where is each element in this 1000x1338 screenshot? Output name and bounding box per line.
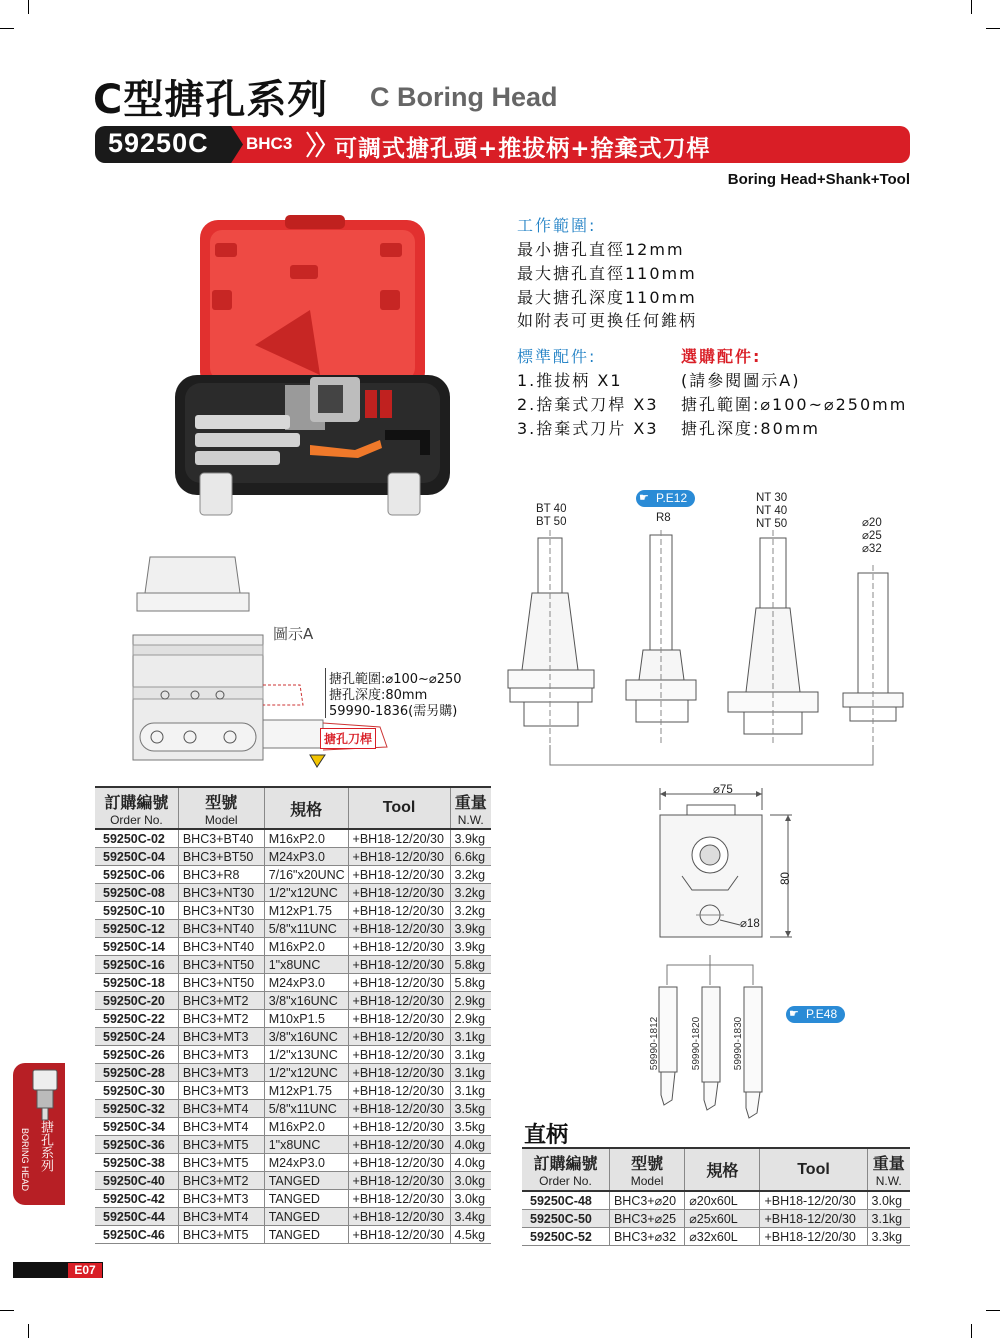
weight-cell: 3.0kg [867,1191,910,1210]
weight-cell: 3.1kg [450,1082,491,1100]
figure-a-label: 圖示A [273,625,314,643]
shank-label-line: NT 40 [756,505,788,517]
tool-cell: +BH18-12/20/30 [348,1208,450,1226]
tool-code-label: 59990-1820 [691,1016,703,1071]
weight-cell: 3.1kg [450,1046,491,1064]
tool-cell: +BH18-12/20/30 [760,1228,867,1246]
tool-cell: +BH18-12/20/30 [348,1010,450,1028]
column-header-model [178,787,264,829]
model-cell: BHC3+BT40 [178,829,264,848]
header-text: Tool [382,799,416,816]
standard-accessory-item: 1.推拔柄 X1 [517,371,623,390]
straight-shank-label [862,517,882,556]
dimension-height: 80 [779,872,792,885]
header-text: 訂購編號 [533,1154,598,1173]
header-text: N.W. [457,812,484,827]
order-no-cell: 59250C-46 [95,1226,178,1244]
optional-accessories-heading: 選購配件: [681,347,762,366]
model-cell: BHC3+⌀25 [609,1210,684,1228]
tool-cell: +BH18-12/20/30 [348,1136,450,1154]
product-model: BHC3 [246,134,293,153]
model-cell: BHC3+NT50 [178,974,264,992]
spec-cell: TANGED [264,1172,348,1190]
standard-accessory-item: 3.捨棄式刀片 X3 [517,419,659,438]
table-row [95,974,491,992]
weight-cell: 3.2kg [450,866,491,884]
dimension-hole: ⌀18 [740,918,760,930]
model-cell: BHC3+BT50 [178,848,264,866]
straight-shank-title: 直柄 [524,1123,569,1148]
page-title-zh: C型搪孔系列 [93,77,329,123]
table-row [95,1046,491,1064]
table-row [95,1118,491,1136]
column-header-spec [685,1148,760,1191]
spec-cell: M16xP2.0 [264,938,348,956]
table-row [95,1208,491,1226]
weight-cell: 3.2kg [450,884,491,902]
model-cell: BHC3+⌀20 [609,1191,684,1210]
weight-cell: 4.0kg [450,1136,491,1154]
column-header-model [609,1148,684,1191]
order-no-cell: 59250C-10 [95,902,178,920]
figure-a-note-line: 搪孔範圍:⌀100~⌀250 [329,672,462,687]
straight-order-table [522,1147,910,1246]
spec-cell: M10xP1.5 [264,1010,348,1028]
order-no-cell: 59250C-40 [95,1172,178,1190]
weight-cell: 2.9kg [450,1010,491,1028]
tool-cell: +BH18-12/20/30 [348,829,450,848]
order-no-cell: 59250C-50 [522,1210,609,1228]
model-cell: BHC3+MT5 [178,1154,264,1172]
spec-cell: ⌀32x60L [685,1228,760,1246]
optional-accessory-item: (請參閱圖示A) [681,371,801,390]
weight-cell: 3.1kg [450,1028,491,1046]
order-no-cell: 59250C-52 [522,1228,609,1246]
order-no-cell: 59250C-18 [95,974,178,992]
table-row [522,1191,910,1210]
figure-a-note [329,672,462,720]
range-line: 最大搪孔深度110mm [517,288,697,307]
header-text: 規格 [290,799,323,819]
figure-a-note-line: 搪孔深度:80mm [329,688,428,703]
model-cell: BHC3+MT3 [178,1046,264,1064]
table-row [95,1100,491,1118]
crop-mark [28,1324,29,1338]
tool-cell: +BH18-12/20/30 [348,1046,450,1064]
range-line: 最小搪孔直徑12mm [517,240,685,259]
tool-code-label: 59990-1812 [649,1016,661,1071]
spec-cell: M16xP2.0 [264,829,348,848]
order-no-cell: 59250C-14 [95,938,178,956]
tool-cell: +BH18-12/20/30 [348,1154,450,1172]
spec-cell: 1/2"x12UNC [264,1064,348,1082]
order-no-cell: 59250C-30 [95,1082,178,1100]
order-no-cell: 59250C-44 [95,1208,178,1226]
tool-cell: +BH18-12/20/30 [348,920,450,938]
tool-cell: +BH18-12/20/30 [760,1191,867,1210]
header-text: 型號 [205,792,238,812]
table-row [95,1028,491,1046]
table-row [95,1064,491,1082]
spec-cell: TANGED [264,1190,348,1208]
tool-cell: +BH18-12/20/30 [348,1028,450,1046]
standard-accessory-item: 2.捨棄式刀桿 X3 [517,395,659,414]
shank-label-line: ⌀32 [862,543,882,555]
boring-head-icon [25,1068,65,1123]
order-no-cell: 59250C-02 [95,829,178,848]
header-text: N.W. [875,1174,902,1188]
boring-head-drawing [640,780,810,950]
boring-bars-drawing [650,955,780,1125]
dimension-width: ⌀75 [713,784,733,796]
r8-shank-label: R8 [656,512,671,524]
column-header-order [522,1148,609,1191]
weight-cell: 5.8kg [450,974,491,992]
shank-label-line: BT 50 [536,516,567,528]
spec-cell: 1"x8UNC [264,1136,348,1154]
table-row [95,829,491,848]
model-cell: BHC3+MT4 [178,1100,264,1118]
model-cell: BHC3+MT2 [178,992,264,1010]
tool-cell: +BH18-12/20/30 [348,902,450,920]
spec-cell: ⌀20x60L [685,1191,760,1210]
order-table [95,786,491,1244]
order-no-cell: 59250C-28 [95,1064,178,1082]
weight-cell: 4.5kg [450,1226,491,1244]
order-no-cell: 59250C-26 [95,1046,178,1064]
model-cell: BHC3+NT40 [178,938,264,956]
product-code: 59250C [108,128,209,158]
spec-cell: 1"x8UNC [264,956,348,974]
weight-cell: 3.1kg [867,1210,910,1228]
side-tab-label-en: BORING HEAD [20,1128,30,1192]
model-cell: BHC3+MT5 [178,1136,264,1154]
column-header-weight [450,787,491,829]
header-text: Order No. [539,1174,592,1188]
spec-cell: 7/16"x20UNC [264,866,348,884]
header-text: Order No. [110,812,163,827]
tool-code-label: 59990-1830 [733,1016,745,1071]
pointing-hand-icon: ☛ [639,492,649,504]
model-cell: BHC3+NT40 [178,920,264,938]
weight-cell: 3.5kg [450,1118,491,1136]
header-text: Tool [797,1160,830,1178]
table-row [95,884,491,902]
spec-cell: TANGED [264,1226,348,1244]
model-cell: BHC3+NT50 [178,956,264,974]
table-row [95,938,491,956]
weight-cell: 3.9kg [450,829,491,848]
chevron-right-icon [313,126,329,163]
weight-cell: 4.0kg [450,1154,491,1172]
table-row [95,866,491,884]
spec-cell: 5/8"x11UNC [264,1100,348,1118]
model-cell: BHC3+MT3 [178,1028,264,1046]
model-cell: BHC3+MT2 [178,1172,264,1190]
header-text: 訂購編號 [104,792,169,812]
weight-cell: 2.9kg [450,992,491,1010]
spec-cell: 1/2"x13UNC [264,1046,348,1064]
tool-cell: +BH18-12/20/30 [348,956,450,974]
tool-cell: +BH18-12/20/30 [348,938,450,956]
weight-cell: 6.6kg [450,848,491,866]
optional-accessory-item: 搪孔範圍:⌀100~⌀250mm [681,395,908,414]
spec-cell: TANGED [264,1208,348,1226]
tool-cell: +BH18-12/20/30 [348,1064,450,1082]
weight-cell: 5.8kg [450,956,491,974]
table-row [95,956,491,974]
model-cell: BHC3+NT30 [178,884,264,902]
table-row [522,1210,910,1228]
model-cell: BHC3+MT3 [178,1082,264,1100]
shank-label-line: BT 40 [536,503,567,515]
order-no-cell: 59250C-36 [95,1136,178,1154]
weight-cell: 3.9kg [450,920,491,938]
table-row [95,848,491,866]
tool-cell: +BH18-12/20/30 [348,992,450,1010]
order-no-cell: 59250C-48 [522,1191,609,1210]
header-text: 型號 [631,1154,664,1173]
page-number: E07 [68,1263,102,1278]
header-text: 重量 [872,1154,905,1173]
table-row [95,992,491,1010]
spec-cell: M24xP3.0 [264,974,348,992]
column-header-order [95,787,178,829]
boring-tool-label: 搪孔刀桿 [320,728,376,749]
table-row [95,1226,491,1244]
order-no-cell: 59250C-20 [95,992,178,1010]
nt-shank-label [756,492,787,531]
order-no-cell: 59250C-06 [95,866,178,884]
column-header-tool [348,787,450,829]
crop-mark [971,1324,972,1338]
column-header-spec [264,787,348,829]
model-cell: BHC3+MT2 [178,1010,264,1028]
table-row [95,1136,491,1154]
range-line: 最大搪孔直徑110mm [517,264,697,283]
header-text: 規格 [706,1161,739,1180]
tool-cell: +BH18-12/20/30 [348,974,450,992]
model-cell: BHC3+MT4 [178,1118,264,1136]
tool-cell: +BH18-12/20/30 [348,1226,450,1244]
order-no-cell: 59250C-42 [95,1190,178,1208]
shank-label-line: NT 50 [756,518,788,530]
order-no-cell: 59250C-16 [95,956,178,974]
range-heading: 工作範圍: [517,216,597,235]
table-row [95,902,491,920]
crop-mark [0,1310,14,1311]
model-cell: BHC3+NT30 [178,902,264,920]
tool-cell: +BH18-12/20/30 [348,866,450,884]
tool-cell: +BH18-12/20/30 [348,848,450,866]
model-cell: BHC3+MT5 [178,1226,264,1244]
shank-label-line: ⌀20 [862,517,882,529]
table-row [95,1190,491,1208]
shank-label-line: ⌀25 [862,530,882,542]
weight-cell: 3.5kg [450,1100,491,1118]
table-row [95,1154,491,1172]
order-no-cell: 59250C-34 [95,1118,178,1136]
pointing-hand-icon: ☛ [789,1008,799,1020]
order-no-cell: 59250C-04 [95,848,178,866]
model-cell: BHC3+MT3 [178,1190,264,1208]
range-line: 如附表可更換任何錐柄 [517,311,698,330]
tool-cell: +BH18-12/20/30 [760,1210,867,1228]
weight-cell: 3.1kg [450,1064,491,1082]
table-row [95,1010,491,1028]
model-cell: BHC3+MT4 [178,1208,264,1226]
weight-cell: 3.9kg [450,938,491,956]
weight-cell: 3.2kg [450,902,491,920]
model-cell: BHC3+⌀32 [609,1228,684,1246]
page-ref-badge[interactable] [636,490,695,507]
order-no-cell: 59250C-12 [95,920,178,938]
product-subtitle: Boring Head+Shank+Tool [727,171,910,188]
crop-mark [971,0,972,14]
spec-cell: M12xP1.75 [264,902,348,920]
tool-cell: +BH18-12/20/30 [348,1118,450,1136]
table-row [522,1228,910,1246]
spec-cell: 3/8"x16UNC [264,992,348,1010]
spec-cell: M24xP3.0 [264,1154,348,1172]
table-row [95,920,491,938]
spec-cell: M24xP3.0 [264,848,348,866]
crop-mark [0,28,14,29]
header-text: Model [630,1174,664,1188]
weight-cell: 3.0kg [450,1172,491,1190]
order-no-cell: 59250C-22 [95,1010,178,1028]
page-ref-label: P.E48 [806,1007,838,1021]
order-no-cell: 59250C-38 [95,1154,178,1172]
table-row [95,1172,491,1190]
side-tab-label: 搪孔系列 [38,1120,53,1172]
tool-cell: +BH18-12/20/30 [348,1100,450,1118]
product-description: 可調式搪孔頭+推拔柄+捨棄式刀桿 [334,136,711,162]
tool-cell: +BH18-12/20/30 [348,1190,450,1208]
table-row [95,1082,491,1100]
spec-cell: M12xP1.75 [264,1082,348,1100]
order-no-cell: 59250C-32 [95,1100,178,1118]
spec-cell: 3/8"x16UNC [264,1028,348,1046]
tool-cell: +BH18-12/20/30 [348,1082,450,1100]
model-cell: BHC3+MT3 [178,1064,264,1082]
crop-mark [986,1310,1000,1311]
page-ref-label: P.E12 [656,491,688,505]
bt-shank-label [536,503,566,529]
header-text: Model [204,812,238,827]
crop-mark [28,0,29,14]
column-header-weight [867,1148,910,1191]
page-ref-badge[interactable] [786,1006,845,1023]
weight-cell: 3.0kg [450,1190,491,1208]
order-no-cell: 59250C-24 [95,1028,178,1046]
page-title-en: C Boring Head [370,82,558,112]
column-header-tool [760,1148,867,1191]
weight-cell: 3.4kg [450,1208,491,1226]
shank-drawing [500,490,920,790]
optional-accessory-item: 搪孔深度:80mm [681,419,820,438]
header-text: 重量 [454,792,487,812]
weight-cell: 3.3kg [867,1228,910,1246]
tool-case-photo [170,215,455,525]
spec-cell: 1/2"x12UNC [264,884,348,902]
standard-accessories-heading: 標準配件: [517,347,597,366]
order-no-cell: 59250C-08 [95,884,178,902]
spec-cell: M16xP2.0 [264,1118,348,1136]
model-cell: BHC3+R8 [178,866,264,884]
crop-mark [986,28,1000,29]
figure-a-note-line: 59990-1836(需另購) [329,704,458,719]
tool-cell: +BH18-12/20/30 [348,1172,450,1190]
spec-cell: 5/8"x11UNC [264,920,348,938]
tool-cell: +BH18-12/20/30 [348,884,450,902]
spec-cell: ⌀25x60L [685,1210,760,1228]
shank-label-line: NT 30 [756,492,788,504]
